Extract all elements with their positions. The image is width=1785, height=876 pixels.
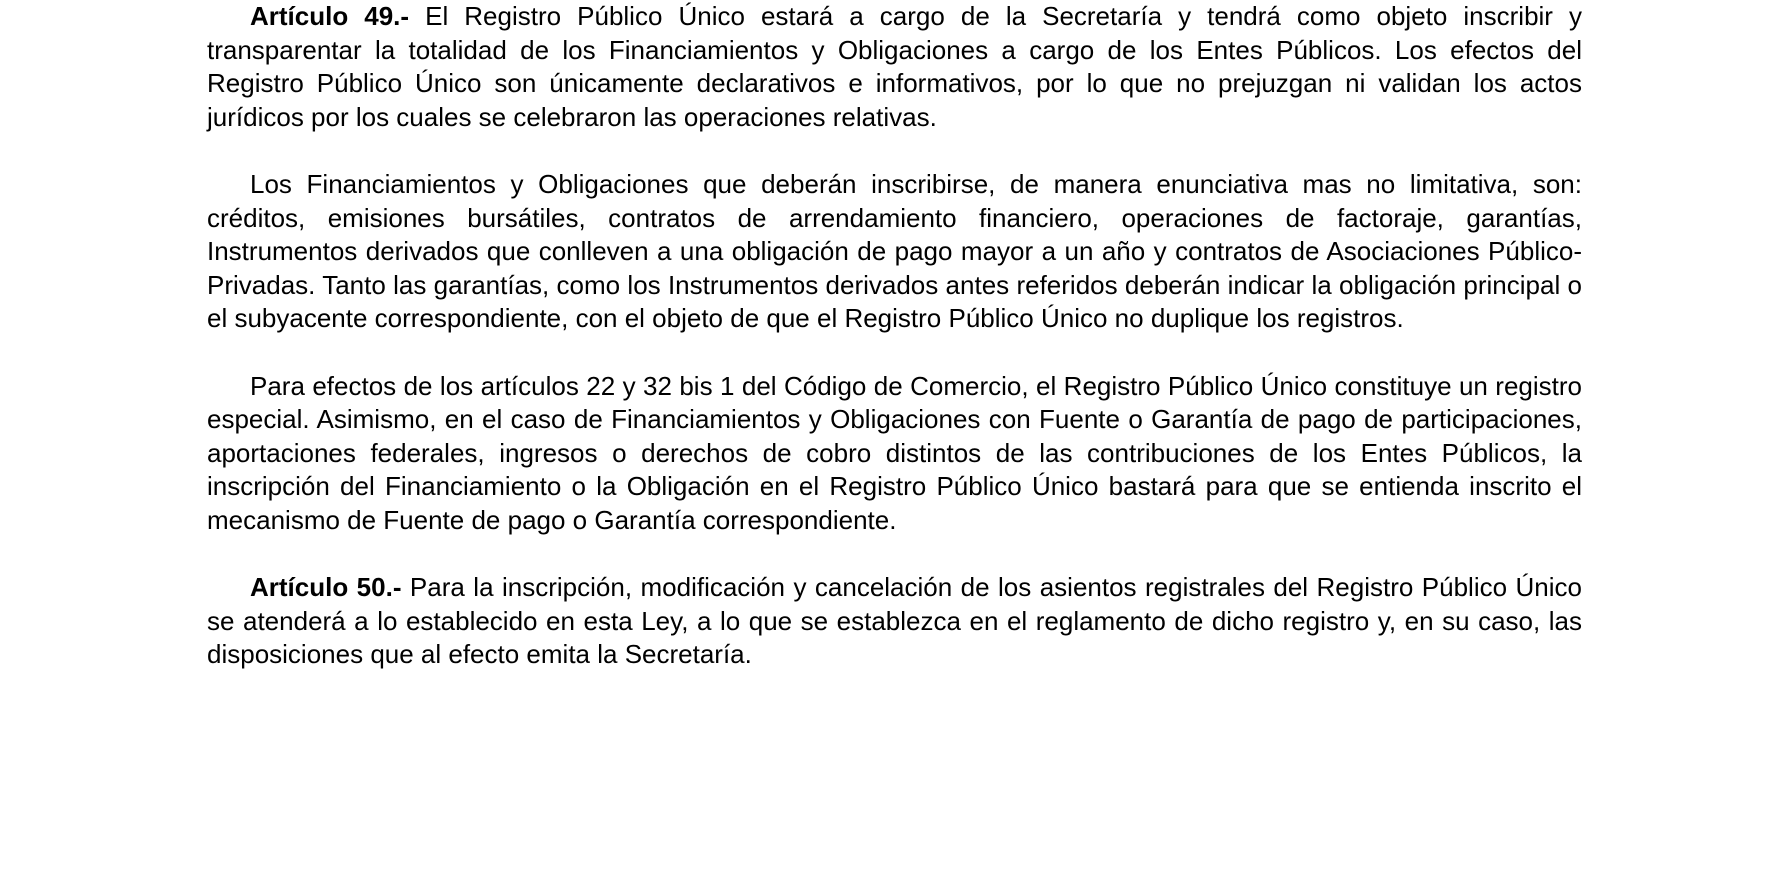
article-50-paragraph [207,571,1582,672]
article-50-text: Para la inscripción, modificación y cancelación de los asientos registrales del Registro Público Único se atenderá a lo establecido en esta Ley, a lo que se establezca en el reglamento de dicho registro y, en su caso, las disposiciones que al efecto emita la Secretaría. [207,572,1582,670]
article-49-text: El Registro Público Único estará a cargo de la Secretaría y tendrá como objeto inscribir y transparentar la totalidad de los Financiamientos y Obligaciones a cargo de los Entes Públicos. Los efectos del Registro Público Único son únicamente declarativos e informativos, por lo que no prejuzgan ni validan los actos jurídicos por los cuales se celebraron las operaciones relativas. [207,1,1583,132]
article-49-label: Artículo 49.- [250,1,410,31]
document-page [207,0,1582,672]
commerce-code-text: Para efectos de los artículos 22 y 32 bis 1 del Código de Comercio, el Registro Público Único constituye un registro especial. Asimismo, en el caso de Financiamientos y Obligaciones con Fuente o Garantía de pago de participaciones, aportaciones federales, ingresos o derechos de cobro distintos de las contribuciones de los Entes Públicos, la inscripción del Financiamiento o la Obligación en el Registro Público Único bastará para que se entienda inscrito el mecanismo de Fuente de pago o Garantía correspondiente. [207,370,1582,535]
financing-types-text: Los Financiamientos y Obligaciones que deberán inscribirse, de manera enunciativa mas no limitativa, son: créditos, emisiones bursátiles, contratos de arrendamiento financiero, operaciones de factoraje, garantías, Instrumentos derivados que conlleven a una obligación de pago mayor a un año y contratos de Asociaciones Público-Privadas. Tanto las garantías, como los Instrumentos derivados antes referidos deberán indicar la obligación principal o el subyacente correspondiente, con el objeto de que el Registro Público Único no duplique los registros. [207,168,1582,334]
commerce-code-paragraph [207,370,1582,538]
article-49-paragraph [207,0,1582,134]
article-50-label: Artículo 50.- [250,572,402,603]
financing-types-paragraph [207,168,1582,336]
